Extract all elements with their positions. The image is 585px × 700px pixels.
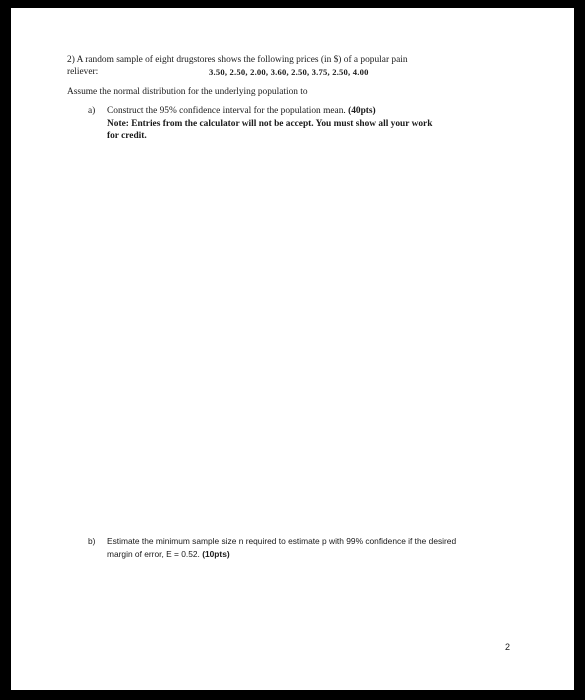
page-number: 2 <box>505 642 511 652</box>
part-a-question <box>107 105 376 117</box>
question-intro-line: 2) A random sample of eight drugstores shows the following prices (in $) of a popular pain <box>67 55 408 65</box>
part-b-marker: b) <box>88 536 96 546</box>
part-a-marker: a) <box>88 106 96 116</box>
price-list: 3.50, 2.50, 2.00, 3.60, 2.50, 3.75, 2.50, 4.00 <box>209 67 369 77</box>
part-a-note-line1: Note: Entries from the calculator will not be accept. You must show all your work <box>107 119 433 129</box>
part-a-text: Construct the 95% confidence interval for the population mean. <box>107 106 346 116</box>
document-page <box>11 8 574 690</box>
distribution-assumption: Assume the normal distribution for the underlying population to <box>67 87 308 97</box>
part-b-points: (10pts) <box>202 549 230 559</box>
part-b-question-line1: Estimate the minimum sample size n required to estimate p with 99% confidence if the desired <box>107 536 457 546</box>
part-b-text: margin of error, E = 0.52. <box>107 549 200 559</box>
part-a-points: (40pts) <box>348 106 376 116</box>
question-intro-label: reliever: <box>67 67 99 77</box>
part-a-note-line2: for credit. <box>107 131 147 141</box>
part-b-question-line2 <box>107 548 230 560</box>
